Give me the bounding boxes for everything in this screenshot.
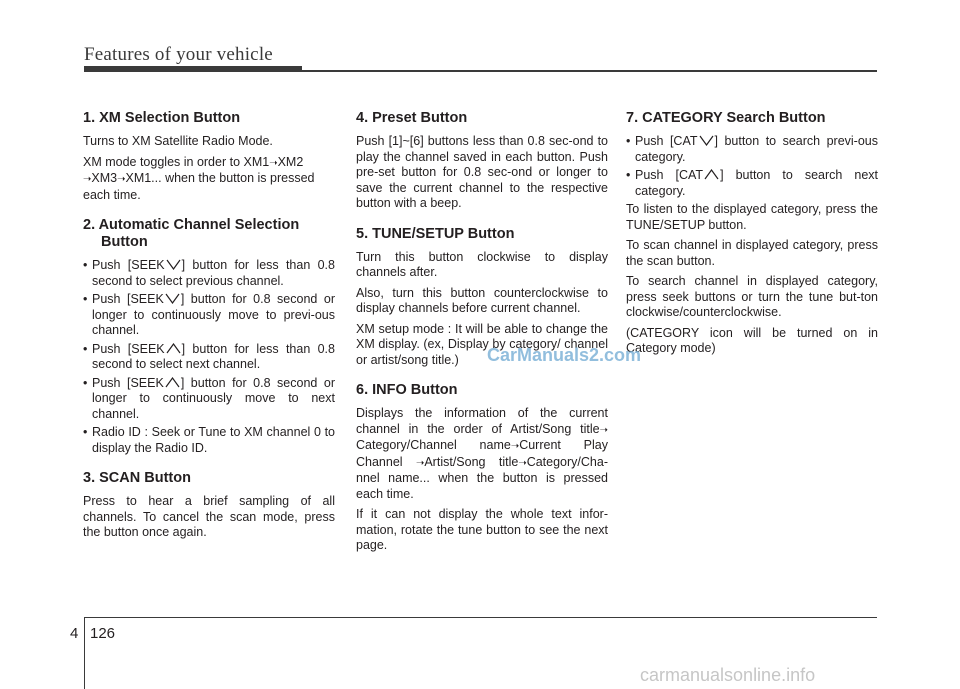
section-title: 1. XM Selection Button — [83, 110, 241, 126]
section-title: 6. INFO Button — [356, 382, 458, 398]
chevron-down-icon — [165, 293, 180, 304]
text: XM1... when the button is pressed each time. — [83, 171, 315, 202]
header-rule-thin — [302, 70, 877, 72]
section-title — [83, 217, 335, 251]
arrow-right-icon: ➝ — [415, 457, 425, 469]
paragraph — [83, 155, 335, 204]
paragraph: Push [1]~[6] buttons less than 0.8 sec-ond to play the channel saved in each button. Push pre-set button for 0.8 sec-ond or longer to save the current channel to the respective button with a beep. — [356, 134, 608, 210]
text: Category/Channel name — [356, 438, 511, 452]
text: Push [SEEK — [92, 375, 164, 390]
chevron-down-icon — [166, 259, 181, 270]
text: ] button for less than 0.8 second to select previous channel. — [92, 258, 335, 288]
paragraph: To listen to the displayed category, press the TUNE/SETUP button. — [626, 202, 878, 232]
text: Push [SEEK — [92, 258, 165, 272]
text: ] button for 0.8 second or longer to continuously move to previ-ous channel. — [92, 292, 335, 337]
paragraph: To search channel in displayed category, press seek buttons or turn the tune but-ton clockwise/counterclockwise. — [626, 274, 878, 319]
section-title: 4. Preset Button — [356, 110, 468, 126]
section-info — [356, 382, 608, 554]
list-item — [83, 258, 335, 289]
arrow-right-icon: ➝ — [510, 441, 520, 452]
list-item — [83, 342, 335, 373]
list-item — [83, 376, 335, 423]
section-auto-channel — [83, 217, 335, 456]
chevron-down-icon — [699, 135, 714, 146]
column-right — [626, 110, 878, 371]
paragraph: Turns to XM Satellite Radio Mode. — [83, 134, 273, 148]
text: Push [SEEK — [92, 292, 164, 306]
text: XM2 — [277, 154, 304, 169]
paragraph: To scan channel in displayed category, press the scan button. — [626, 238, 878, 268]
section-scan — [83, 470, 335, 541]
text: Current Play Channel — [356, 438, 608, 469]
text: Push [CAT — [635, 168, 704, 182]
paragraph: (CATEGORY icon will be turned on in Category mode) — [626, 325, 878, 355]
arrow-right-icon: ➝ — [83, 174, 92, 185]
list-item — [83, 425, 335, 456]
text: ] button for less than 0.8 second to select next channel. — [92, 341, 335, 371]
text: ] button to search next category. — [635, 168, 878, 198]
paragraph: Press to hear a brief sampling of all channels. To cancel the scan mode, press the button once again. — [83, 494, 335, 539]
footer-vertical-rule — [84, 618, 85, 689]
arrow-right-icon: ➝ — [269, 157, 278, 169]
text: Push [SEEK — [92, 341, 165, 356]
chevron-up-icon — [166, 343, 181, 354]
text: Radio ID : Seek or Tune to XM channel 0 to display the Radio ID. — [92, 425, 335, 455]
text: Push [CAT — [635, 134, 698, 148]
column-left — [83, 110, 335, 555]
list-item — [626, 168, 878, 199]
arrow-right-icon: ➝ — [599, 424, 608, 436]
section-title-line: Button — [101, 234, 148, 250]
section-category-search — [626, 110, 878, 357]
header-rule-thick — [84, 66, 302, 72]
section-xm-selection — [83, 110, 335, 203]
chevron-up-icon — [165, 377, 180, 388]
arrow-right-icon: ➝ — [518, 457, 527, 469]
paragraph: If it can not display the whole text infor-mation, rotate the tune button to see the next page. — [356, 507, 608, 552]
text: XM mode toggles in order to XM1 — [83, 154, 270, 169]
bullet-list — [626, 134, 878, 199]
bullet-list — [83, 258, 335, 456]
text: ] button for 0.8 second or longer to continuously move to next channel. — [92, 375, 335, 421]
text: Artist/Song title — [424, 454, 519, 469]
section-title: 3. SCAN Button — [83, 470, 191, 486]
page-header-title: Features of your vehicle — [84, 44, 273, 65]
text: Category/Cha-nnel name... when the button is pressed each time. — [356, 454, 608, 501]
text: ] button to search previ-ous category. — [635, 134, 878, 164]
page-number: 126 — [90, 625, 116, 642]
section-title: 5. TUNE/SETUP Button — [356, 225, 515, 242]
paragraph: Also, turn this button counterclockwise to display channels before current channel. — [356, 285, 608, 315]
watermark: CarManuals2.com — [487, 345, 642, 365]
paragraph: Turn this button clockwise to display channels after. — [356, 249, 608, 279]
section-preset — [356, 110, 608, 212]
chapter-number: 4 — [70, 625, 79, 642]
list-item — [626, 134, 878, 165]
column-middle — [356, 110, 608, 568]
text: XM3 — [91, 171, 118, 185]
site-watermark: carmanualsonline.info — [640, 665, 816, 685]
text: Displays the information of the current channel in the order of Artist/Song title — [356, 406, 608, 436]
paragraph: XM setup mode : It will be able to change the XM display. (ex, Display by category/ channel or artist/song title.) — [356, 321, 608, 367]
section-title: 7. CATEGORY Search Button — [626, 110, 826, 126]
section-title-line: 2. Automatic Channel Selection — [83, 217, 300, 233]
arrow-right-icon: ➝ — [117, 174, 126, 185]
list-item — [83, 292, 335, 339]
paragraph — [356, 406, 608, 502]
chevron-up-icon — [704, 169, 719, 180]
footer-rule — [84, 617, 877, 618]
